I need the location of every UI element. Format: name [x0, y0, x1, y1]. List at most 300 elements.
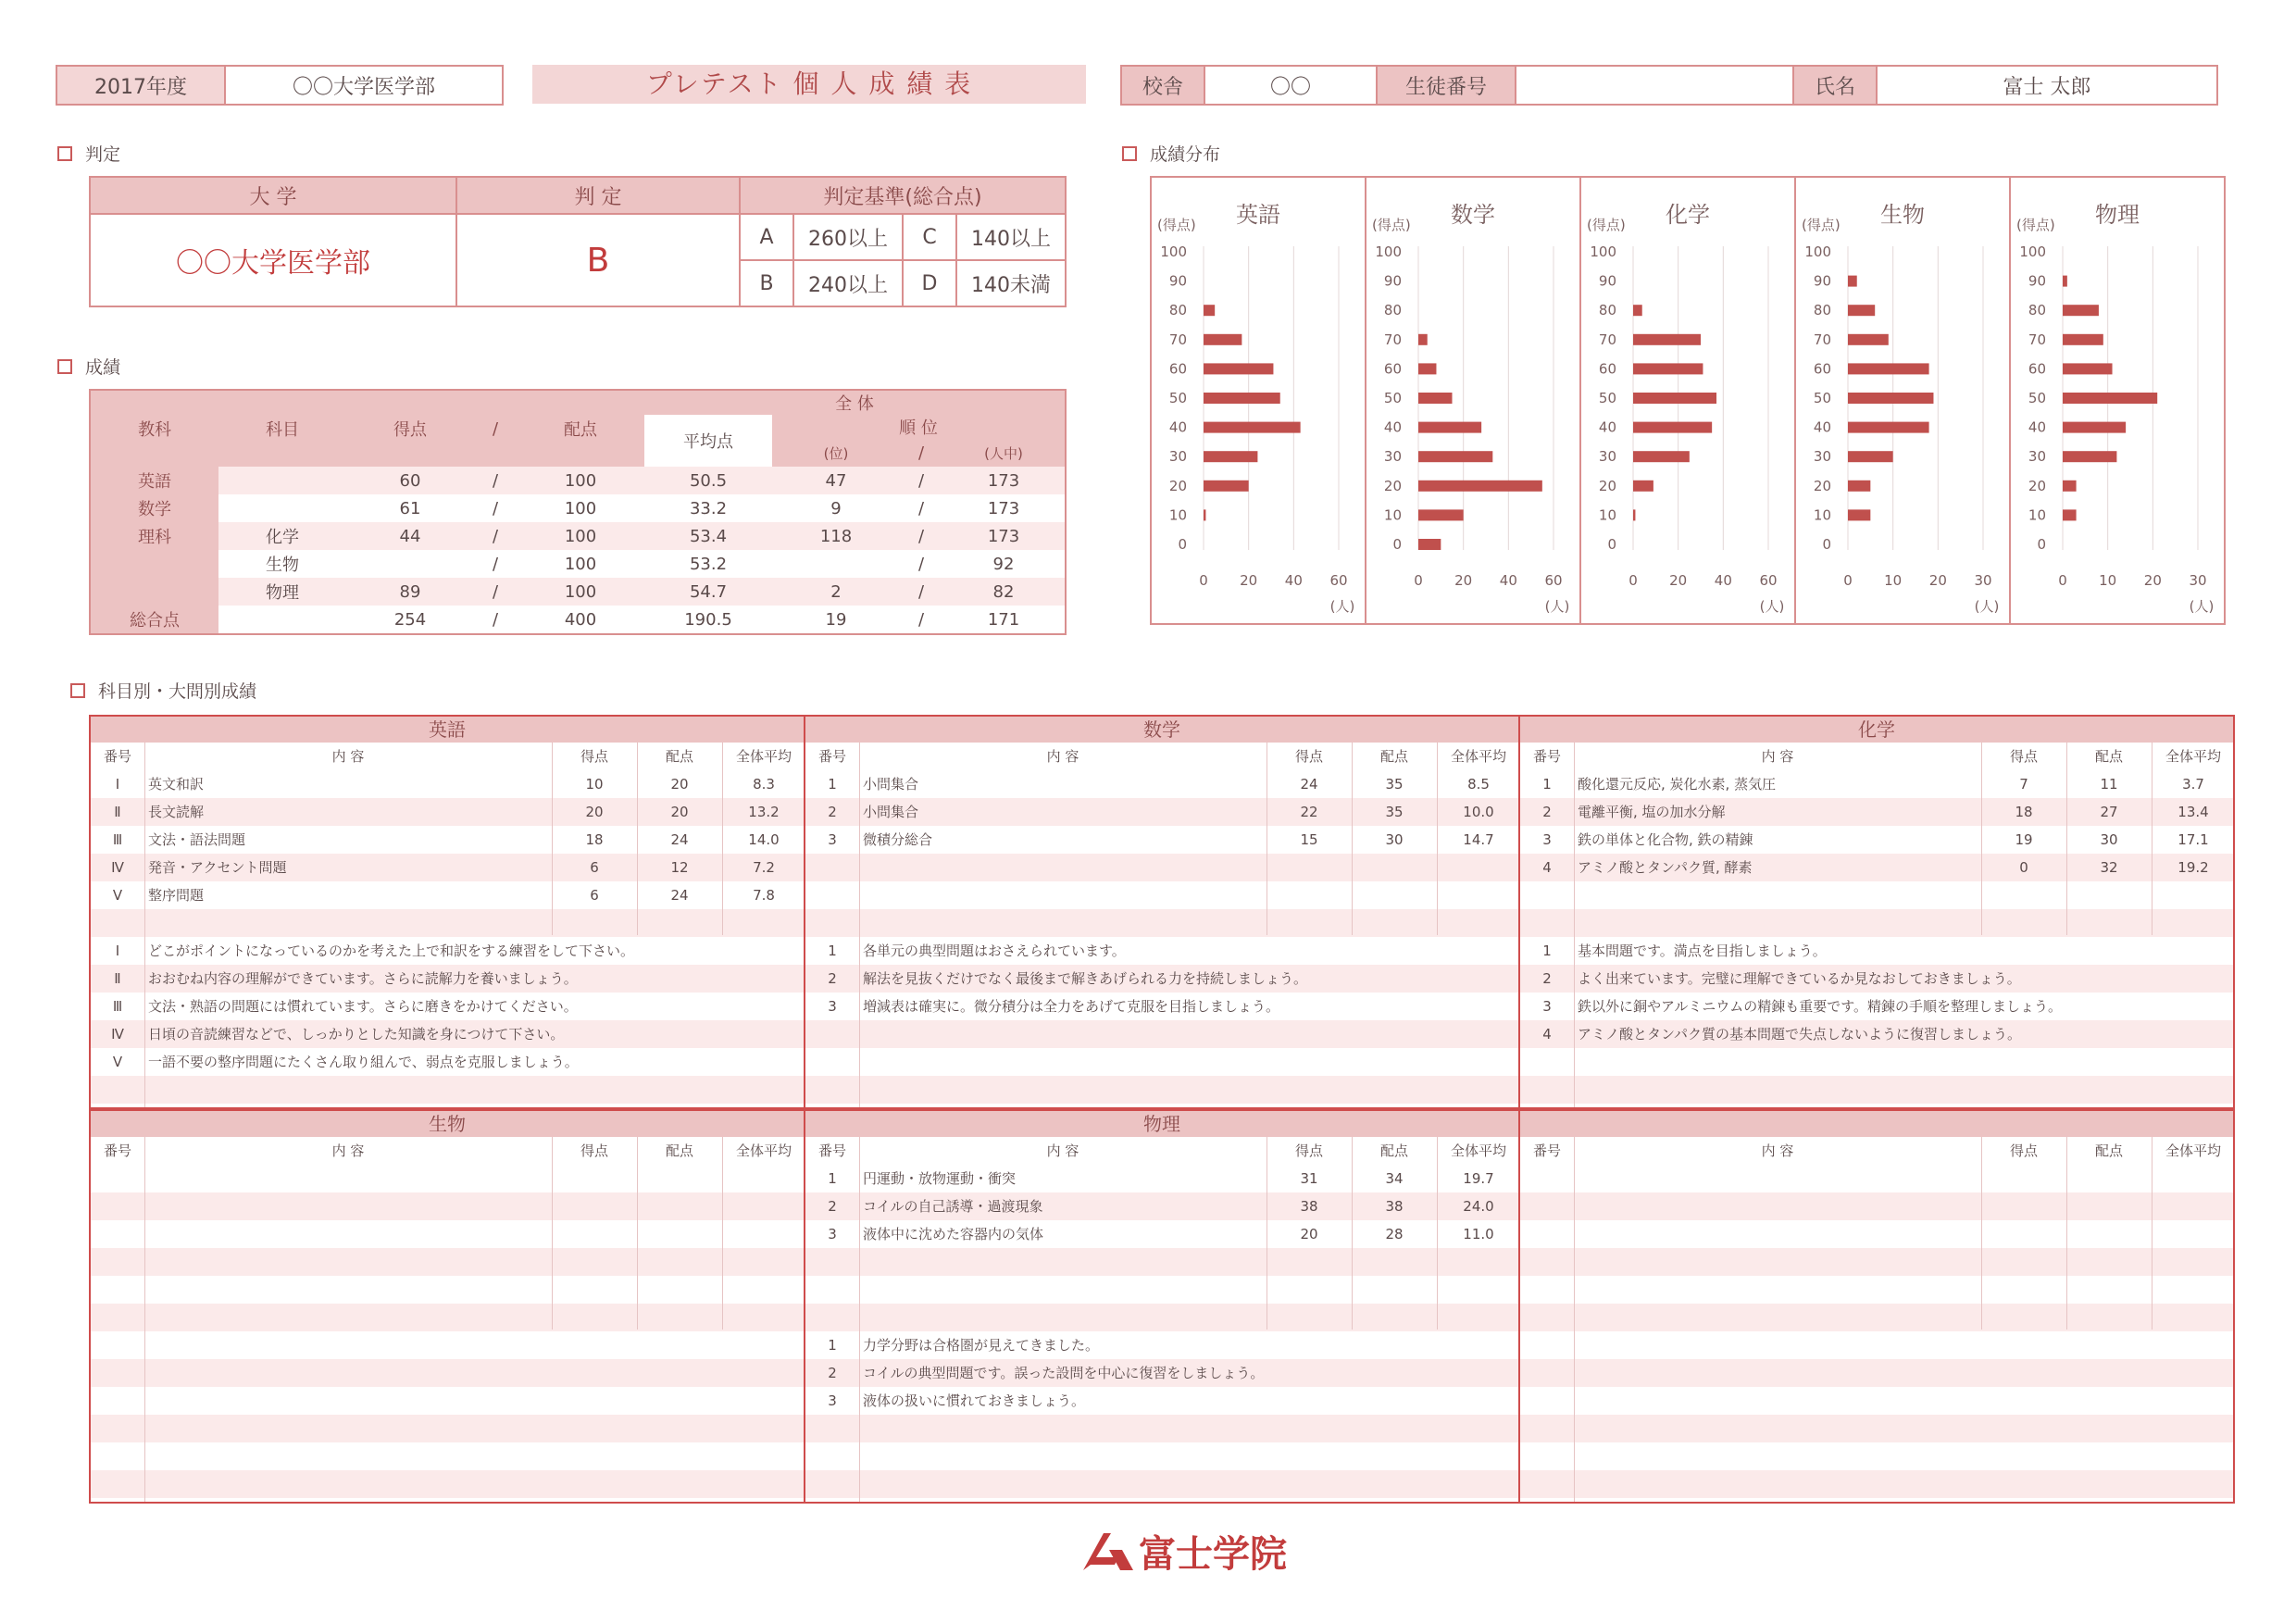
- panel-row: [91, 1165, 804, 1192]
- distribution-bar: [1204, 451, 1257, 462]
- row-slash: /: [474, 578, 517, 606]
- row-course: [218, 494, 346, 522]
- row-slash: /: [474, 606, 517, 634]
- column-divider: [859, 743, 860, 1107]
- row-total: 173: [942, 522, 1066, 550]
- row-total: 173: [942, 467, 1066, 494]
- y-tick-label: 100: [2019, 243, 2046, 260]
- y-tick-label: 60: [1813, 360, 1831, 378]
- item-no: 2: [1542, 804, 1552, 820]
- panel-row: [805, 1415, 1518, 1442]
- row-avg: 53.4: [644, 522, 772, 550]
- panel-row: [805, 1331, 1518, 1359]
- row-max: 100: [517, 578, 644, 606]
- comment-no: Ⅳ: [111, 1026, 124, 1042]
- distribution-bar: [2063, 393, 2157, 404]
- y-tick-label: 20: [2028, 477, 2046, 494]
- h-no: 番号: [817, 1142, 846, 1159]
- row-rank: 9: [772, 494, 900, 522]
- x-tick-label: 40: [1284, 572, 1303, 589]
- y-tick-label: 70: [1813, 331, 1831, 348]
- y-unit-label: (得点): [2016, 217, 2055, 233]
- item-no: 3: [828, 831, 837, 848]
- row-rank: 47: [772, 467, 900, 494]
- panel-row: [91, 798, 804, 826]
- column-divider: [722, 743, 723, 935]
- y-tick-label: 0: [1392, 536, 1402, 553]
- comment-text: 文法・熟語の問題には慣れています。さらに磨きをかけてください。: [148, 998, 578, 1015]
- comment-no: 2: [828, 970, 837, 987]
- row-slash2: /: [900, 606, 942, 634]
- row-slash: /: [474, 522, 517, 550]
- item-score: 19: [2015, 831, 2033, 848]
- panel-row: [91, 1498, 804, 1526]
- y-tick-label: 30: [1813, 448, 1831, 466]
- x-tick-label: 40: [1714, 572, 1732, 589]
- y-tick-label: 30: [1383, 448, 1402, 466]
- column-divider: [1981, 743, 1982, 935]
- row-score: 61: [346, 494, 474, 522]
- row-slash: /: [474, 467, 517, 494]
- y-unit-label: (得点): [1802, 217, 1841, 233]
- chart-plot: [1152, 178, 1365, 622]
- score-row: [90, 494, 1066, 522]
- panel-header-row: [1520, 743, 2233, 770]
- distribution-bar: [1633, 305, 1642, 316]
- x-tick-label: 0: [1199, 572, 1208, 589]
- comment-text: よく出来ています。完璧に理解できているか見なおしておきましょう。: [1578, 970, 2021, 987]
- panel-row: [805, 937, 1518, 965]
- panel-row: [91, 770, 804, 798]
- panel-header-row: [91, 743, 804, 770]
- comment-text: 鉄以外に銅やアルミニウムの精錬も重要です。精錬の手順を整理しましょう。: [1578, 998, 2063, 1015]
- item-max: 11: [2100, 776, 2118, 793]
- item-avg: 8.5: [1467, 776, 1490, 793]
- item-score: 15: [1300, 831, 1318, 848]
- comment-no: Ⅰ: [115, 943, 120, 959]
- y-tick-label: 70: [1598, 331, 1616, 348]
- h-no: 番号: [1532, 748, 1561, 765]
- panel-row: [91, 1248, 804, 1276]
- h-avg: 全体平均: [2165, 1142, 2221, 1159]
- chart-plot: [2011, 178, 2224, 622]
- row-slash2: /: [900, 467, 942, 494]
- panel-title: 化学: [1520, 717, 2233, 743]
- item-no: 2: [828, 1198, 837, 1215]
- chart-title: 化学: [1666, 202, 1710, 228]
- item-max: 24: [670, 887, 689, 904]
- row-avg: 50.5: [644, 467, 772, 494]
- judgement-table: [89, 176, 1067, 307]
- breakdown-panel: [89, 715, 805, 1109]
- criteria-key: C: [903, 214, 956, 260]
- item-max: 20: [670, 804, 689, 820]
- h-subject: 教科: [90, 390, 218, 467]
- criteria-value: 260以上: [793, 214, 903, 260]
- panel-row: [805, 1020, 1518, 1048]
- x-tick-label: 60: [1759, 572, 1778, 589]
- x-tick-label: 0: [1628, 572, 1638, 589]
- item-no: Ⅲ: [112, 831, 123, 848]
- item-no: 4: [1542, 859, 1552, 876]
- y-tick-label: 70: [1383, 331, 1402, 348]
- y-tick-label: 90: [1383, 272, 1402, 290]
- item-avg: 11.0: [1463, 1226, 1494, 1242]
- distribution-bar: [1848, 481, 1870, 492]
- panel-row: [1520, 1359, 2233, 1387]
- panel-row: [91, 1359, 804, 1387]
- distribution-bar: [1418, 451, 1492, 462]
- y-tick-label: 100: [1590, 243, 1616, 260]
- distribution-bar: [1633, 451, 1690, 462]
- item-content: 鉄の単体と化合物, 鉄の精錬: [1578, 831, 1753, 848]
- panel-row: [1520, 965, 2233, 993]
- name-label: 氏名: [1794, 67, 1878, 104]
- y-tick-label: 30: [1598, 448, 1616, 466]
- distribution-chart: [1579, 176, 1796, 625]
- x-unit-label: (人): [1974, 598, 2000, 615]
- panel-row: [805, 993, 1518, 1020]
- panel-title: 物理: [805, 1111, 1518, 1137]
- item-score: 10: [585, 776, 604, 793]
- item-content: 円運動・放物運動・衝突: [863, 1170, 1017, 1187]
- row-total: 82: [942, 578, 1066, 606]
- item-max: 20: [670, 776, 689, 793]
- breakdown-panel: [804, 1109, 1520, 1504]
- distribution-bar: [1204, 509, 1205, 520]
- comment-text: どこがポイントになっているのかを考えた上で和訳をする練習をして下さい。: [148, 943, 635, 959]
- distribution-bar: [1848, 509, 1870, 520]
- distribution-chart: [1794, 176, 2011, 625]
- column-divider: [1574, 743, 1575, 1107]
- row-slash: /: [474, 550, 517, 578]
- distribution-bar: [2063, 451, 2116, 462]
- row-subject: 英語: [90, 467, 218, 494]
- item-no: Ⅳ: [111, 859, 124, 876]
- row-subject: 総合点: [90, 606, 218, 634]
- panel-row: [1520, 1192, 2233, 1220]
- item-content: 小問集合: [863, 804, 919, 820]
- panel-header-row: [805, 743, 1518, 770]
- panel-row: [91, 1304, 804, 1331]
- distribution-bar: [1204, 363, 1273, 374]
- x-tick-label: 0: [1414, 572, 1423, 589]
- h-no: 番号: [103, 1142, 131, 1159]
- y-tick-label: 20: [1598, 477, 1616, 494]
- panel-row: [1520, 1048, 2233, 1076]
- panel-row: [91, 993, 804, 1020]
- panel-row: [91, 881, 804, 909]
- panel-row: [805, 1304, 1518, 1331]
- item-no: 1: [828, 1170, 837, 1187]
- h-no: 番号: [817, 748, 846, 765]
- row-total: 173: [942, 494, 1066, 522]
- y-tick-label: 90: [1813, 272, 1831, 290]
- item-no: 1: [828, 776, 837, 793]
- y-tick-label: 40: [1813, 418, 1831, 436]
- panel-row: [1520, 881, 2233, 909]
- x-tick-label: 40: [1499, 572, 1517, 589]
- x-tick-label: 20: [1669, 572, 1688, 589]
- panel-row: [1520, 937, 2233, 965]
- judged-grade: B: [456, 214, 740, 306]
- h-score: 得点: [2009, 748, 2038, 765]
- panel-row: [805, 1165, 1518, 1192]
- distribution-bar: [1418, 363, 1436, 374]
- item-max: 35: [1385, 776, 1404, 793]
- h-content: 内 容: [1761, 1142, 1794, 1159]
- panel-row: [1520, 909, 2233, 937]
- column-divider: [144, 1137, 145, 1502]
- criteria-value: 140未満: [956, 260, 1066, 306]
- item-content: 微積分総合: [863, 831, 933, 848]
- distribution-bar: [1848, 393, 1933, 404]
- y-tick-label: 100: [1160, 243, 1187, 260]
- comment-text: 一語不要の整序問題にたくさん取り組んで、弱点を克服しましょう。: [148, 1054, 579, 1070]
- panel-title: 英語: [91, 717, 804, 743]
- x-unit-label: (人): [1759, 598, 1785, 615]
- x-tick-label: 60: [1329, 572, 1348, 589]
- comment-no: 3: [828, 998, 837, 1015]
- comment-text: 日頃の音読練習などで、しっかりとした知識を身につけて下さい。: [148, 1026, 565, 1042]
- item-max: 35: [1385, 804, 1404, 820]
- comment-text: アミノ酸とタンパク質の基本問題で失点しないように復習しましょう。: [1578, 1026, 2021, 1042]
- panel-row: [805, 1220, 1518, 1248]
- row-max: 100: [517, 522, 644, 550]
- item-max: 30: [2100, 831, 2118, 848]
- y-tick-label: 100: [1804, 243, 1831, 260]
- distribution-bar: [1633, 481, 1653, 492]
- item-avg: 19.2: [2177, 859, 2209, 876]
- row-avg: 53.2: [644, 550, 772, 578]
- h-max: 配点: [2094, 1142, 2123, 1159]
- distribution-chart: [2009, 176, 2226, 625]
- score-row: [90, 578, 1066, 606]
- panel-row: [1520, 1442, 2233, 1470]
- comment-no: 1: [828, 943, 837, 959]
- h-max: 配点: [2094, 748, 2123, 765]
- criteria-value: 140以上: [956, 214, 1066, 260]
- h-score: 得点: [580, 1142, 608, 1159]
- panel-row: [1520, 1387, 2233, 1415]
- chart-plot: [1581, 178, 1794, 622]
- row-avg: 33.2: [644, 494, 772, 522]
- y-tick-label: 60: [2028, 360, 2046, 378]
- item-avg: 8.3: [753, 776, 775, 793]
- y-tick-label: 0: [1607, 536, 1616, 553]
- item-max: 30: [1385, 831, 1404, 848]
- comment-text: おおむね内容の理解ができています。さらに読解力を養いましょう。: [148, 970, 578, 987]
- panel-row: [805, 1076, 1518, 1104]
- y-tick-label: 80: [2028, 302, 2046, 319]
- distribution-bar: [1633, 393, 1716, 404]
- distribution-bar: [1848, 363, 1929, 374]
- row-total: 92: [942, 550, 1066, 578]
- comment-no: 2: [1542, 970, 1552, 987]
- y-tick-label: 70: [1168, 331, 1187, 348]
- h-max: 配点: [1379, 748, 1408, 765]
- h-avg: 全体平均: [735, 748, 792, 765]
- target-university: 〇〇大学医学部: [292, 75, 435, 99]
- column-divider: [1352, 743, 1353, 935]
- y-tick-label: 40: [2028, 418, 2046, 436]
- item-no: Ⅴ: [112, 887, 123, 904]
- distribution-bar: [1633, 334, 1701, 345]
- comment-text: 解法を見抜くだけでなく最後まで解きあげられる力を持続しましょう。: [863, 970, 1308, 987]
- distribution-bar: [1848, 451, 1893, 462]
- score-row: [90, 606, 1066, 634]
- chart-plot: [1366, 178, 1579, 622]
- item-content: 発音・アクセント問題: [148, 859, 287, 876]
- distribution-bar: [1418, 422, 1481, 433]
- y-tick-label: 80: [1598, 302, 1616, 319]
- distribution-bar: [1418, 509, 1464, 520]
- h-slash2: /: [900, 439, 942, 467]
- y-tick-label: 0: [1178, 536, 1187, 553]
- distribution-bar: [2063, 363, 2113, 374]
- h-avg: 全体平均: [735, 1142, 792, 1159]
- comment-text: 増減表は確実に。微分積分は全力をあげて克服を目指しましょう。: [863, 998, 1280, 1015]
- comment-text: 液体の扱いに慣れておきましょう。: [863, 1392, 1086, 1409]
- row-max: 100: [517, 467, 644, 494]
- panel-row: [91, 1220, 804, 1248]
- h-content: 内 容: [1761, 748, 1794, 765]
- item-content: 液体中に沈めた容器内の気体: [863, 1226, 1044, 1242]
- h-no: 番号: [103, 748, 131, 765]
- column-divider: [722, 1137, 723, 1330]
- comment-no: 2: [828, 1365, 837, 1381]
- item-max: 38: [1385, 1198, 1404, 1215]
- panel-row: [805, 1359, 1518, 1387]
- panel-row: [805, 1442, 1518, 1470]
- panel-row: [1520, 1304, 2233, 1331]
- h-content: 内 容: [1046, 748, 1079, 765]
- h-course: 科目: [218, 390, 346, 467]
- h-max: 配点: [1379, 1142, 1408, 1159]
- panel-row: [91, 937, 804, 965]
- h-content: 内 容: [331, 748, 365, 765]
- row-score: 44: [346, 522, 474, 550]
- column-divider: [637, 743, 638, 935]
- distribution-bar: [2063, 305, 2099, 316]
- score-row: [90, 550, 1066, 578]
- panel-row: [1520, 770, 2233, 798]
- panel-row: [805, 1470, 1518, 1498]
- row-slash2: /: [900, 578, 942, 606]
- panel-row: [91, 1470, 804, 1498]
- row-score: 254: [346, 606, 474, 634]
- section-judgement: 判定: [57, 141, 120, 166]
- section-distribution: 成績分布: [1122, 141, 1220, 166]
- row-slash2: /: [900, 550, 942, 578]
- panel-row: [805, 1048, 1518, 1076]
- y-unit-label: (得点): [1157, 217, 1196, 233]
- h-score: 得点: [2009, 1142, 2038, 1159]
- panel-row: [1520, 798, 2233, 826]
- y-tick-label: 20: [1383, 477, 1402, 494]
- row-slash2: /: [900, 494, 942, 522]
- chart-title: 生物: [1880, 202, 1925, 228]
- page-title: プレテスト 個 人 成 績 表: [532, 65, 1086, 104]
- item-score: 22: [1300, 804, 1318, 820]
- row-total: 171: [942, 606, 1066, 634]
- item-content: アミノ酸とタンパク質, 酵素: [1578, 859, 1753, 876]
- x-tick-label: 60: [1544, 572, 1563, 589]
- chart-plot: [1796, 178, 2009, 622]
- header-left: [56, 65, 504, 106]
- comment-text: コイルの典型問題です。誤った設問を中心に復習をしましょう。: [863, 1365, 1265, 1381]
- distribution-bar: [1418, 334, 1428, 345]
- item-score: 20: [585, 804, 604, 820]
- item-avg: 3.7: [2182, 776, 2204, 793]
- row-slash2: /: [900, 522, 942, 550]
- x-tick-label: 20: [1454, 572, 1473, 589]
- y-unit-label: (得点): [1372, 217, 1411, 233]
- row-max: 400: [517, 606, 644, 634]
- item-content: 電離平衡, 塩の加水分解: [1578, 804, 1726, 820]
- y-tick-label: 0: [2037, 536, 2046, 553]
- y-tick-label: 80: [1383, 302, 1402, 319]
- panel-row: [91, 1020, 804, 1048]
- row-course: [218, 467, 346, 494]
- x-tick-label: 20: [2143, 572, 2162, 589]
- row-subject: 理科: [90, 522, 218, 550]
- footer-logo: [1081, 1528, 1287, 1574]
- row-score: [346, 550, 474, 578]
- item-score: 24: [1300, 776, 1318, 793]
- y-tick-label: 20: [1813, 477, 1831, 494]
- h-total-unit: (人中): [942, 439, 1066, 467]
- panel-header-row: [1520, 1137, 2233, 1165]
- item-no: 3: [1542, 831, 1552, 848]
- row-course: 化学: [218, 522, 346, 550]
- panel-row: [91, 1331, 804, 1359]
- panel-row: [1520, 993, 2233, 1020]
- h-max: 配点: [517, 390, 644, 467]
- item-content: コイルの自己誘導・過渡現象: [863, 1198, 1043, 1215]
- y-tick-label: 30: [2028, 448, 2046, 466]
- h-content: 内 容: [331, 1142, 365, 1159]
- panel-row: [1520, 1076, 2233, 1104]
- comment-no: Ⅴ: [112, 1054, 123, 1070]
- comment-no: 3: [828, 1392, 837, 1409]
- row-max: 100: [517, 494, 644, 522]
- panel-row: [1520, 826, 2233, 854]
- item-content: 文法・語法問題: [148, 831, 246, 848]
- y-tick-label: 10: [1168, 506, 1187, 524]
- breakdown-panel: [89, 1109, 805, 1504]
- y-tick-label: 40: [1168, 418, 1187, 436]
- comment-no: 3: [1542, 998, 1552, 1015]
- h-avg: 全体平均: [1450, 748, 1506, 765]
- student-no-label: 生徒番号: [1378, 67, 1516, 104]
- item-max: 32: [2100, 859, 2118, 876]
- item-no: 2: [828, 804, 837, 820]
- column-divider: [552, 1137, 553, 1330]
- h-avg: 全体平均: [2165, 748, 2221, 765]
- distribution-bar: [1204, 334, 1242, 345]
- student-name: 富士 太郎: [2003, 75, 2091, 99]
- panel-row: [805, 854, 1518, 881]
- distribution-chart: [1365, 176, 1581, 625]
- section-breakdown: 科目別・大問別成績: [70, 678, 256, 703]
- panel-row: [1520, 1470, 2233, 1498]
- h-slash: /: [474, 390, 517, 467]
- x-unit-label: (人): [1544, 598, 1570, 615]
- column-divider: [2066, 743, 2067, 935]
- distribution-bar: [1418, 539, 1441, 550]
- chart-title: 英語: [1236, 202, 1280, 228]
